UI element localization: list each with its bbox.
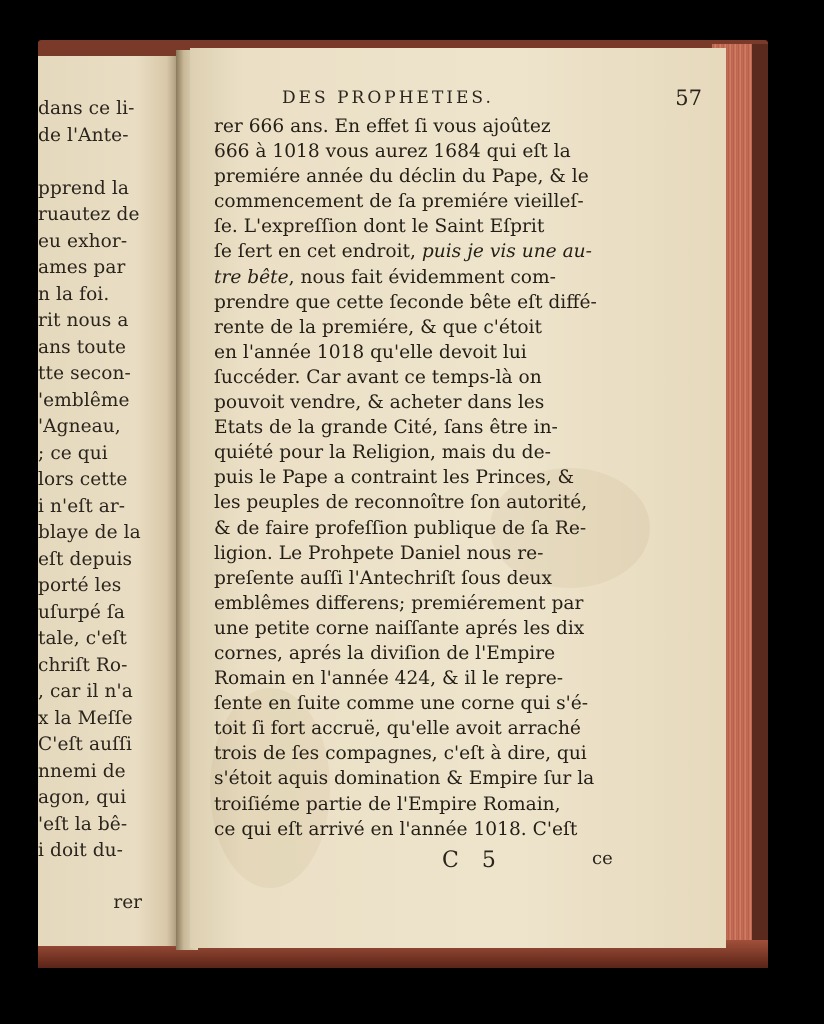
text-line: premiére année du déclin du Pape, & le — [214, 166, 589, 188]
text-line: une petite corne naiſſante aprés les dix — [214, 617, 585, 639]
text-line: 'Agneau, — [38, 416, 121, 437]
text-line: ſente en ſuite comme une corne qui s'é- — [214, 693, 589, 715]
text-line: s'étoit aquis domination & Empire ſur la — [214, 768, 595, 790]
text-line: eu exhor- — [38, 230, 128, 252]
page-header — [282, 86, 702, 116]
text-line: ruautez de — [38, 204, 140, 225]
text-line: ligion. Le Prohpete Daniel nous re- — [214, 542, 544, 564]
text-line: pprend la — [38, 177, 129, 199]
text-line: pouvoit vendre, & acheter dans les — [214, 392, 545, 414]
left-catchword: rer — [113, 892, 142, 913]
text-line: ; ce qui — [38, 442, 108, 464]
text-line: ames par — [38, 257, 126, 278]
text-line: Etats de la grande Cité, ſans être in- — [214, 417, 558, 439]
text-line: quiété pour la Religion, mais du de- — [214, 442, 551, 464]
text-line: 666 à 1018 vous aurez 1684 qui eſt la — [214, 141, 571, 163]
text-line: dans ce li- — [38, 98, 135, 119]
text-line: Romain en l'année 424, & il le repre- — [214, 668, 564, 690]
text-line: uſurpé ſa — [38, 601, 125, 623]
text-line: preſente auſſi l'Antechriſt ſous deux — [214, 567, 553, 589]
text-line: ſuccéder. Car avant ce temps-là on — [214, 366, 542, 388]
text-line: troiſiéme partie de l'Empire Romain, — [214, 793, 561, 815]
left-page-text — [38, 96, 141, 865]
text-line — [38, 149, 141, 176]
text-line: tre bête, nous fait évidemment com- — [214, 266, 556, 288]
text-line: ſe. L'expreſſion dont le Saint Eſprit — [214, 216, 545, 238]
text-line: x la Meſſe — [38, 707, 133, 729]
text-line: nnemi de — [38, 760, 126, 782]
text-line: tte secon- — [38, 363, 131, 384]
text-line: de l'Ante- — [38, 124, 129, 146]
text-line: les peuples de reconnoître ſon autorité, — [214, 492, 588, 514]
text-line: porté les — [38, 575, 122, 596]
text-line: 'eſt la bê- — [38, 813, 128, 835]
text-line: blaye de la — [38, 522, 141, 543]
text-line: prendre que cette ſeconde bête eſt diffé- — [214, 291, 597, 313]
text-line: puis le Pape a contraint les Princes, & — [214, 467, 575, 489]
running-head: DES PROPHETIES. — [282, 88, 494, 108]
quoted-scripture: tre bête — [214, 266, 289, 288]
text-line: toit ſi fort accruë, qu'elle avoit arraché — [214, 718, 581, 740]
right-page — [190, 48, 726, 948]
text-line: ſe ſert en cet endroit, puis je vis une au- — [214, 241, 592, 263]
quoted-scripture: puis je vis une au- — [421, 241, 592, 263]
left-page — [38, 56, 178, 946]
text-line: emblêmes differens; premiérement par — [214, 592, 584, 614]
signature-mark: C 5 — [442, 848, 504, 873]
text-line: eſt depuis — [38, 548, 133, 570]
text-line: cornes, aprés la diviſion de l'Empire — [214, 642, 556, 664]
text-line: & de faire profeſſion publique de ſa Re- — [214, 517, 587, 539]
text-line: C'eſt auſſi — [38, 734, 133, 755]
text-line: ans toute — [38, 336, 127, 358]
text-line: commencement de ſa premiére vieilleſ- — [214, 191, 584, 213]
page-number: 57 — [675, 86, 702, 110]
body-text — [214, 114, 614, 842]
text-line: n la foi. — [38, 283, 110, 305]
text-line: agon, qui — [38, 787, 127, 808]
book-spine-edge — [752, 44, 768, 954]
text-line: rer 666 ans. En effet ſi vous ajoûtez — [214, 116, 551, 137]
text-line: en l'année 1018 qu'elle devoit lui — [214, 341, 527, 363]
catchword: ce — [592, 848, 613, 869]
text-line: rit nous a — [38, 310, 129, 331]
text-line: lors cette — [38, 469, 128, 490]
text-line: chriſt Ro- — [38, 654, 128, 676]
text-line: tale, c'eſt — [38, 628, 127, 649]
text-line: rente de la premiére, & que c'étoit — [214, 316, 542, 338]
text-line: i doit du- — [38, 840, 124, 861]
text-line: trois de ſes compagnes, c'eſt à dire, qui — [214, 743, 587, 765]
text-line: i n'eſt ar- — [38, 495, 126, 517]
text-line: , car il n'a — [38, 681, 133, 702]
text-line: ce qui eſt arrivé en l'année 1018. C'eſt — [214, 818, 578, 840]
text-line: 'emblême — [38, 389, 130, 411]
